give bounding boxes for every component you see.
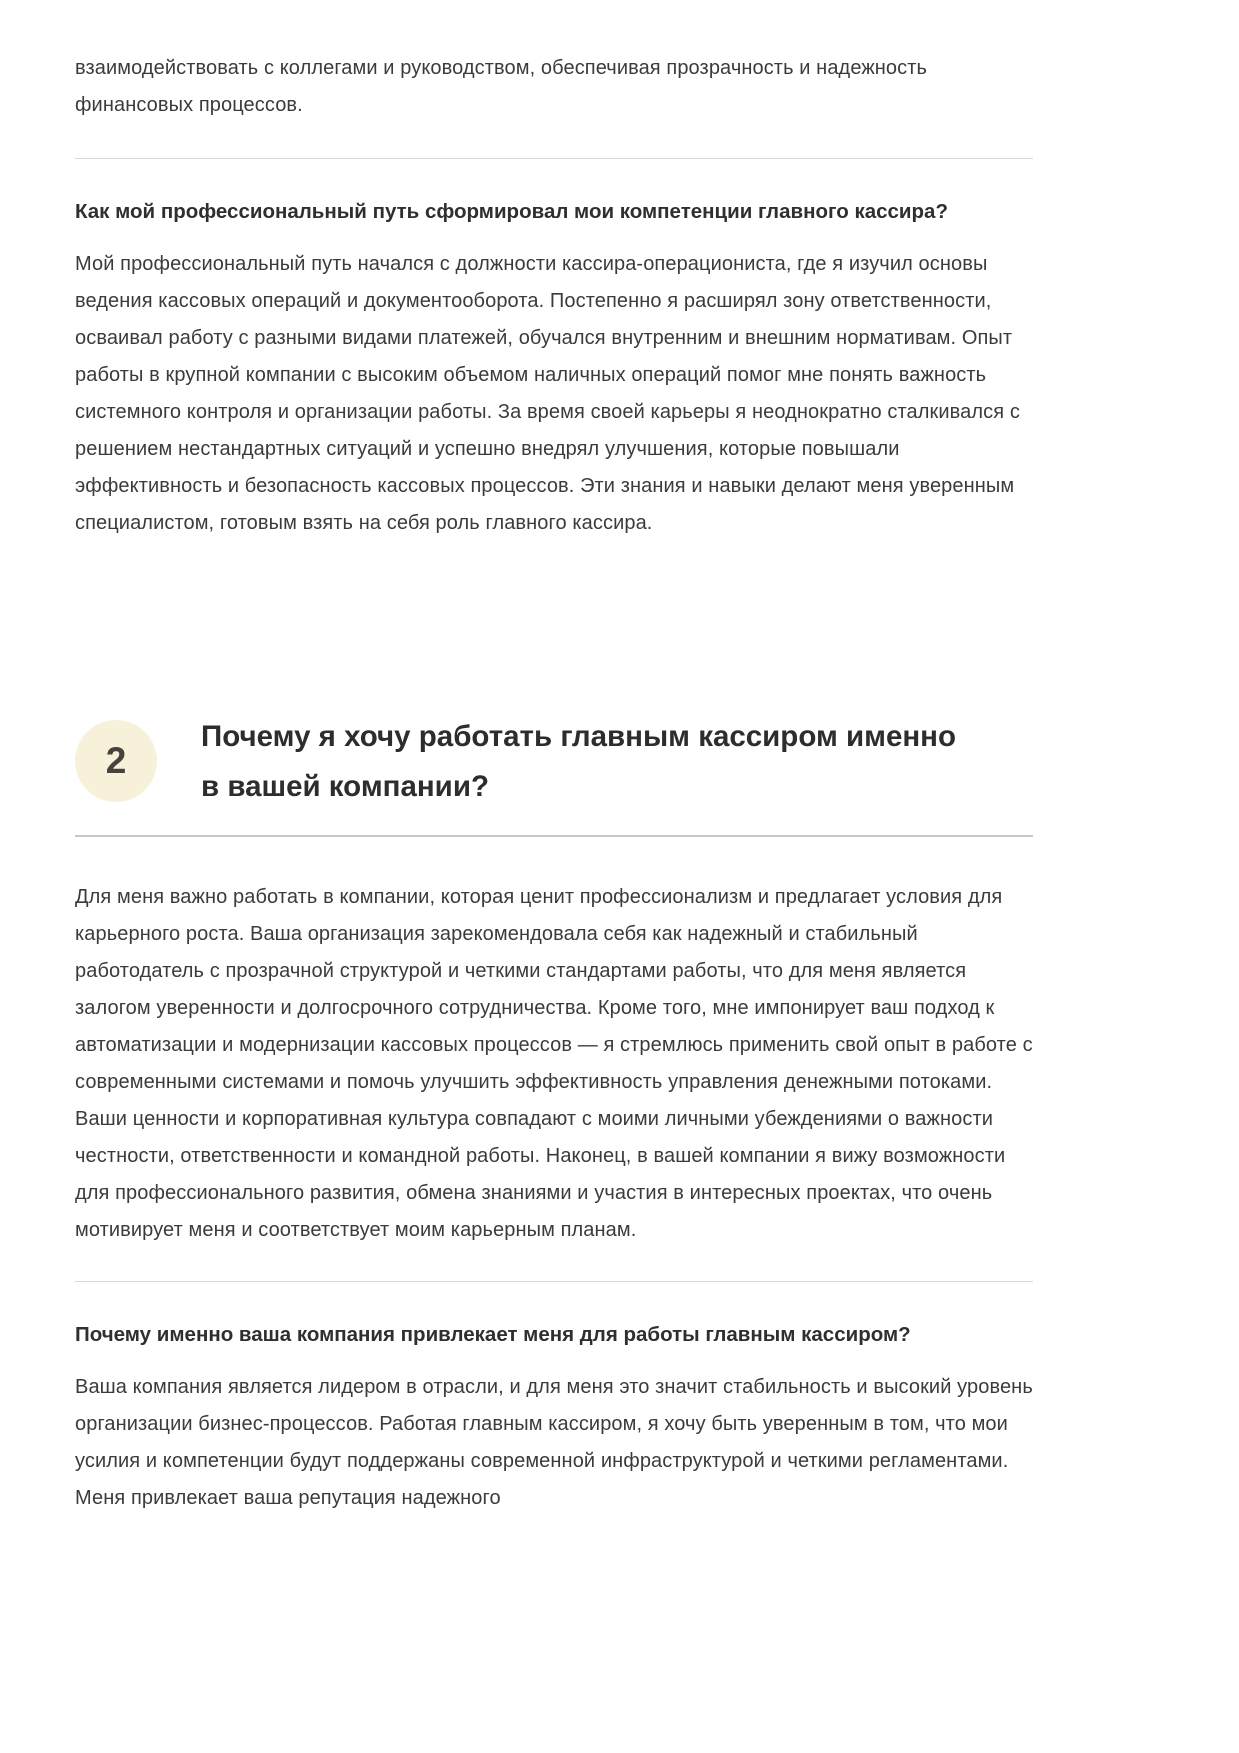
qa-block-2	[75, 1281, 1033, 1517]
question-heading-1: Как мой профессиональный путь сформировал мои компетенции главного кассира?	[75, 200, 948, 223]
qa-block-1	[75, 197, 1033, 542]
question-heading-2: Почему именно ваша компания привлекает меня для работы главным кассиром?	[75, 1323, 911, 1347]
section-2-divider-line	[75, 835, 1033, 837]
section-number-badge: 2	[75, 720, 157, 802]
section-2-lead-paragraph: Для меня важно работать в компании, которая ценит профессионализм и предлагает условия для карьерного роста. Ваша организация зарекомендовала себя как надежный и стабильный работодатель с прозрачной структурой и четкими стандартами работы, что для меня является залогом уверенности и долгосрочного сотрудничества. Кроме того, мне импонирует ваш подход к автоматизации и модернизации кассовых процессов — я стремлюсь применить свой опыт в работе с современными системами и помочь улучшить эффективность управления денежными потоками. Ваши ценности и корпоративная культура совпадают с моими личными убеждениями о важности честности, ответственности и командной работы. Наконец, в вашей компании я вижу возможности для профессионального развития, обмена знаниями и участия в интересных проектах, что очень мотивирует меня и соответствует моим карьерным планам.	[75, 886, 1033, 1242]
section-2-title: Почему я хочу работать главным кассиром именно в вашей компании?	[201, 719, 957, 804]
intro-paragraph-tail: взаимодействовать с коллегами и руководством, обеспечивая прозрачность и надежность финансовых процессов.	[75, 57, 928, 116]
answer-paragraph-2: Ваша компания является лидером в отрасли, и для меня это значит стабильность и высокий уровень организации бизнес-процессов. Работая главным кассиром, я хочу быть уверенным в том, что мои усилия и компетенции будут поддержаны современной инфраструктурой и четкими регламентами. Меня привлекает ваша репутация надежного	[75, 1375, 1033, 1509]
section-divider-line	[75, 158, 1033, 159]
section-2-header	[75, 710, 1033, 813]
qa-2-divider-line	[75, 1281, 1033, 1282]
document-content	[75, 0, 1033, 1517]
answer-paragraph-1: Мой профессиональный путь начался с должности кассира-операциониста, где я изучил основы ведения кассовых операций и документооборота. Постепенно я расширял зону ответственности, осваивал работу с разными видами платежей, обучался внутренним и внешним нормативам. Опыт работы в крупной компании с высоким объемом наличных операций помог мне понять важность системного контроля и организации работы. За время своей карьеры я неоднократно сталкивался с решением нестандартных ситуаций и успешно внедрял улучшения, которые повышали эффективность и безопасность кассовых процессов. Эти знания и навыки делают меня уверенным специалистом, готовым взять на себя роль главного кассира.	[75, 252, 1020, 534]
